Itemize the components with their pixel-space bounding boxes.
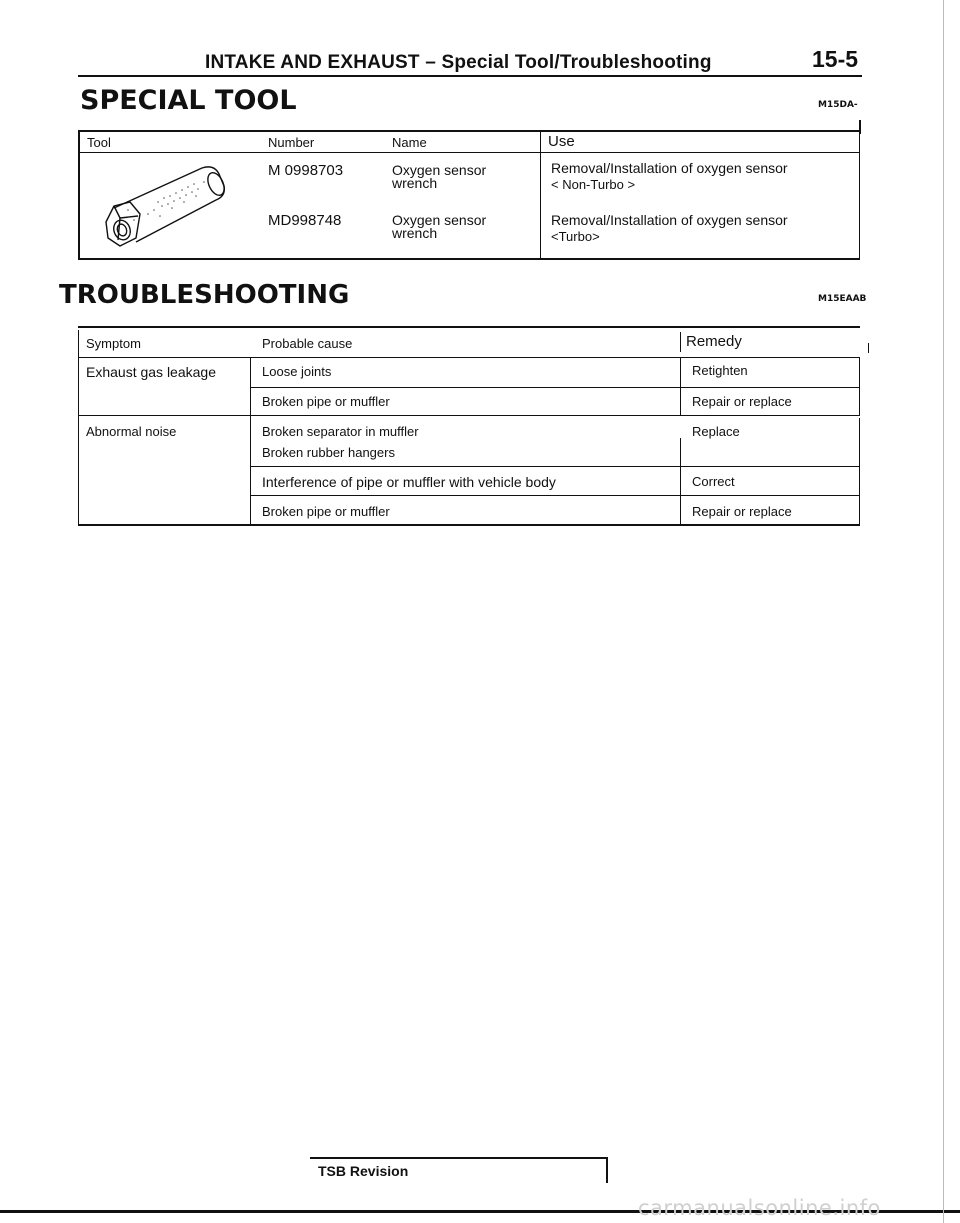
trouble-table-remedy-header-divider [680,332,681,352]
trouble-table-left-border [78,330,79,526]
trouble-row-rule-2 [78,415,860,416]
cause-interference: Interference of pipe or muffler with vehicle body [262,474,556,490]
tool-number-1: M 0998703 [268,162,344,179]
special-tool-code: M15DA- [818,100,858,110]
cause-broken-pipe-2: Broken pipe or muffler [262,504,390,519]
tool-use-2-line1: Removal/Installation of oxygen sensor [551,212,788,228]
troubleshooting-code: M15EAAB [818,294,867,304]
col-header-symptom: Symptom [86,336,141,351]
tool-use-2-line2: <Turbo> [551,229,600,244]
cause-broken-separator: Broken separator in muffler [262,424,419,439]
tool-table-header-rule [78,152,860,153]
tool-table-use-divider [540,130,541,260]
col-header-remedy: Remedy [686,333,742,350]
header-rule [78,75,862,77]
tool-use-1-line2: < Non-Turbo > [551,177,636,192]
trouble-row-rule-3 [250,466,860,467]
trouble-table-remedy-divider-2 [680,438,681,526]
oxygen-sensor-wrench-illustration [98,160,238,258]
col-header-number: Number [268,135,315,150]
tool-name-2-line1: Oxygen sensor [392,212,487,228]
remedy-retighten: Retighten [692,363,748,378]
tsb-revision-label: TSB Revision [318,1163,409,1179]
remedy-correct: Correct [692,474,735,489]
tool-table-corner-mark [859,120,861,134]
cause-loose-joints: Loose joints [262,364,332,379]
cause-broken-pipe-1: Broken pipe or muffler [262,394,390,409]
cause-broken-rubber-hangers: Broken rubber hangers [262,445,395,460]
trouble-table-cause-divider [250,358,251,526]
watermark: carmanualsonline.info [638,1196,881,1220]
symptom-exhaust-gas-leakage: Exhaust gas leakage [86,364,216,380]
trouble-table-right-border-2 [859,418,860,526]
tool-number-2: MD998748 [268,212,342,229]
trouble-row-rule-4 [250,495,860,496]
col-header-probable-cause: Probable cause [262,336,353,351]
remedy-repair-replace-2: Repair or replace [692,504,792,519]
tool-use-1-line1: Removal/Installation of oxygen sensor [551,160,788,176]
trouble-table-top-rule [78,326,860,328]
trouble-row-rule-1 [250,387,860,388]
trouble-table-header-rule [78,357,860,358]
page-header-title: INTAKE AND EXHAUST – Special Tool/Troubleshooting [205,52,712,73]
remedy-repair-replace-1: Repair or replace [692,394,792,409]
symptom-abnormal-noise: Abnormal noise [86,424,177,439]
col-header-use: Use [548,133,575,150]
col-header-tool: Tool [87,135,111,150]
tool-name-2-line2: wrench [392,225,438,241]
troubleshooting-heading: TROUBLESHOOTING [59,280,350,310]
remedy-replace: Replace [692,424,740,439]
tool-name-1-line2: wrench [392,175,438,191]
page-edge-rule [943,0,944,1223]
tool-name-1-line1: Oxygen sensor [392,162,487,178]
page-number: 15-5 [812,46,859,72]
trouble-table-bottom-rule [78,524,860,526]
col-header-name: Name [392,135,427,150]
special-tool-heading: SPECIAL TOOL [80,85,297,116]
trouble-table-header-mark [868,343,869,353]
